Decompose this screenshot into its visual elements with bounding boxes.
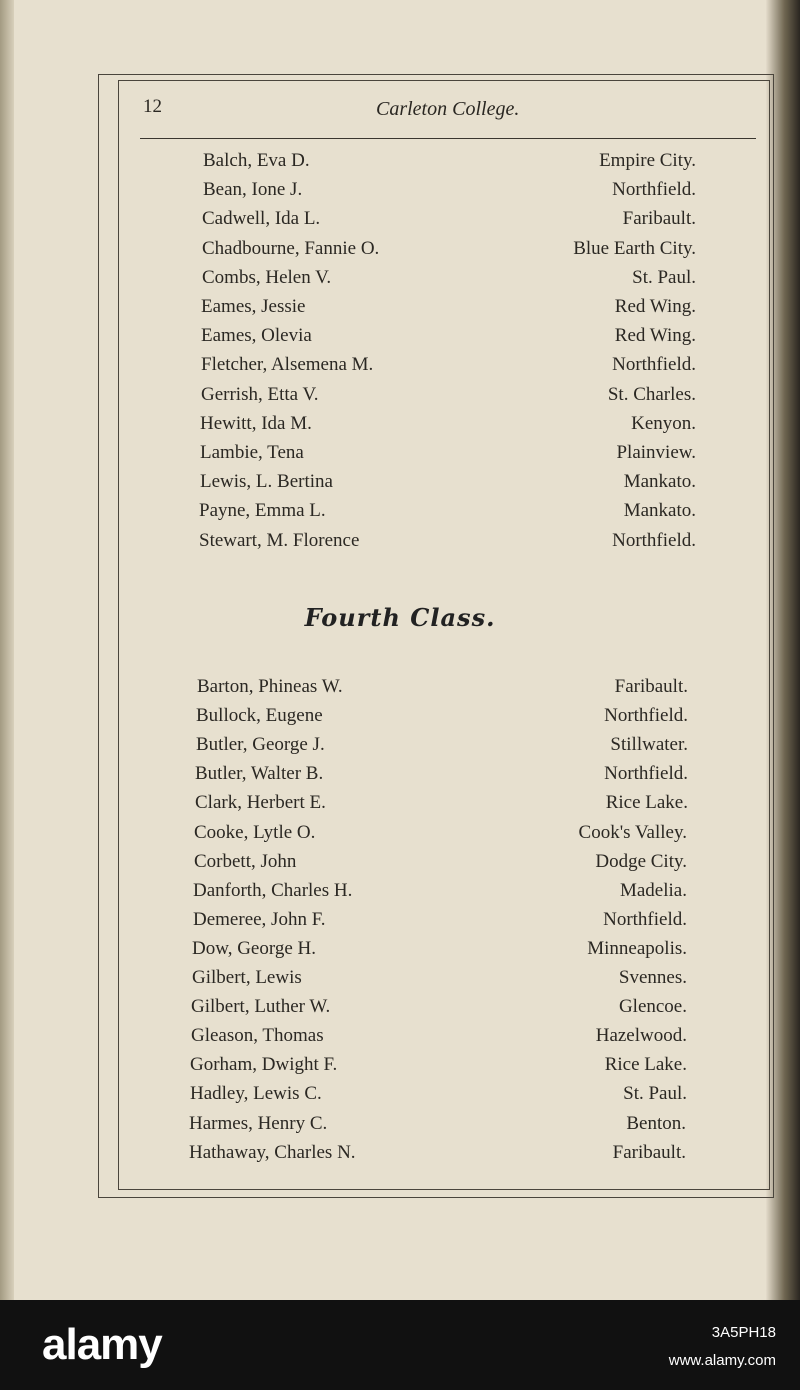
- student-name: Hadley, Lewis C.: [190, 1083, 322, 1105]
- student-row: [0, 471, 800, 499]
- student-row: [0, 851, 800, 879]
- student-name: Bullock, Eugene: [196, 705, 323, 727]
- student-hometown: Northfield.: [612, 529, 696, 551]
- student-hometown: St. Charles.: [607, 383, 696, 405]
- student-name: Dow, George H.: [192, 937, 317, 959]
- student-row: [0, 413, 800, 441]
- page-number: 12: [143, 96, 162, 117]
- header-rule: [140, 138, 756, 139]
- student-name: Fletcher, Alsemena M.: [201, 354, 374, 376]
- student-hometown: Glencoe.: [618, 996, 687, 1018]
- student-row: [0, 938, 800, 966]
- student-name: Eames, Jessie: [201, 296, 306, 317]
- student-name: Butler, George J.: [196, 734, 325, 756]
- student-name: Demeree, John F.: [193, 908, 326, 930]
- student-name: Bean, Ione J.: [203, 179, 303, 201]
- student-row: [0, 763, 800, 791]
- student-row: [0, 530, 800, 558]
- student-row: [0, 325, 800, 353]
- student-row: [0, 238, 800, 266]
- student-row: [0, 676, 800, 704]
- student-hometown: Northfield.: [604, 763, 688, 785]
- student-row: [0, 384, 800, 412]
- student-row: [0, 179, 800, 207]
- student-name: Danforth, Charles H.: [193, 879, 353, 901]
- student-hometown: Kenyon.: [631, 412, 696, 434]
- student-hometown: Red Wing.: [614, 296, 696, 317]
- student-row: [0, 1025, 800, 1053]
- student-row: [0, 967, 800, 995]
- student-hometown: Hazelwood.: [595, 1025, 687, 1047]
- student-row: [0, 150, 800, 178]
- student-hometown: Minneapolis.: [587, 937, 687, 959]
- student-name: Payne, Emma L.: [199, 500, 326, 522]
- student-name: Harmes, Henry C.: [189, 1112, 328, 1134]
- student-hometown: Plainview.: [616, 442, 696, 463]
- student-row: [0, 1054, 800, 1082]
- student-row: [0, 354, 800, 382]
- student-hometown: Cook's Valley.: [578, 821, 687, 843]
- student-name: Gleason, Thomas: [191, 1025, 324, 1047]
- student-name: Gorham, Dwight F.: [190, 1054, 338, 1076]
- student-hometown: Faribault.: [614, 676, 688, 697]
- student-row: [0, 792, 800, 820]
- student-row: [0, 1083, 800, 1111]
- student-name: Gilbert, Lewis: [192, 967, 302, 988]
- student-row: [0, 1142, 800, 1170]
- student-hometown: Northfield.: [612, 354, 696, 376]
- student-hometown: Rice Lake.: [605, 792, 688, 814]
- student-hometown: Faribault.: [612, 1141, 686, 1163]
- student-name: Gilbert, Luther W.: [191, 996, 331, 1018]
- student-name: Combs, Helen V.: [202, 266, 332, 288]
- student-row: [0, 996, 800, 1024]
- student-row: [0, 296, 800, 324]
- student-hometown: Svennes.: [618, 967, 687, 988]
- section-heading: Fourth Class.: [304, 603, 496, 632]
- image-id: 3A5PH18: [711, 1324, 776, 1341]
- student-hometown: Mankato.: [623, 471, 696, 493]
- student-hometown: St. Paul.: [632, 266, 696, 288]
- student-name: Cooke, Lytle O.: [194, 821, 316, 843]
- student-name: Gerrish, Etta V.: [201, 383, 319, 405]
- student-row: [0, 1113, 800, 1141]
- student-hometown: Red Wing.: [614, 325, 696, 347]
- student-row: [0, 734, 800, 762]
- student-name: Hathaway, Charles N.: [189, 1141, 356, 1163]
- student-name: Corbett, John: [194, 850, 297, 872]
- student-hometown: Dodge City.: [595, 850, 687, 872]
- student-row: [0, 705, 800, 733]
- student-hometown: St. Paul.: [623, 1083, 687, 1105]
- student-hometown: Blue Earth City.: [573, 237, 696, 259]
- student-name: Lambie, Tena: [200, 442, 304, 463]
- student-row: [0, 880, 800, 908]
- student-hometown: Faribault.: [622, 208, 696, 230]
- student-name: Eames, Olevia: [201, 325, 312, 347]
- student-row: [0, 500, 800, 528]
- student-name: Hewitt, Ida M.: [200, 412, 312, 434]
- site-url: www.alamy.com: [668, 1352, 776, 1369]
- student-name: Chadbourne, Fannie O.: [202, 237, 380, 259]
- student-row: [0, 442, 800, 470]
- running-title: Carleton College.: [376, 98, 520, 120]
- alamy-logo: alamy: [42, 1320, 162, 1369]
- student-row: [0, 909, 800, 937]
- student-name: Butler, Walter B.: [195, 763, 324, 785]
- student-hometown: Benton.: [626, 1112, 686, 1134]
- student-row: [0, 267, 800, 295]
- student-name: Cadwell, Ida L.: [202, 208, 321, 230]
- student-name: Clark, Herbert E.: [195, 792, 326, 814]
- student-hometown: Stillwater.: [610, 734, 688, 756]
- student-hometown: Northfield.: [604, 705, 688, 727]
- student-hometown: Empire City.: [599, 150, 696, 171]
- student-name: Lewis, L. Bertina: [200, 471, 333, 493]
- student-hometown: Northfield.: [612, 179, 696, 201]
- student-name: Balch, Eva D.: [203, 150, 310, 171]
- student-hometown: Madelia.: [619, 879, 687, 901]
- student-hometown: Northfield.: [603, 908, 687, 930]
- student-row: [0, 208, 800, 236]
- student-name: Stewart, M. Florence: [199, 529, 360, 551]
- student-hometown: Rice Lake.: [604, 1054, 687, 1076]
- student-name: Barton, Phineas W.: [197, 676, 343, 697]
- student-row: [0, 822, 800, 850]
- student-hometown: Mankato.: [623, 500, 696, 522]
